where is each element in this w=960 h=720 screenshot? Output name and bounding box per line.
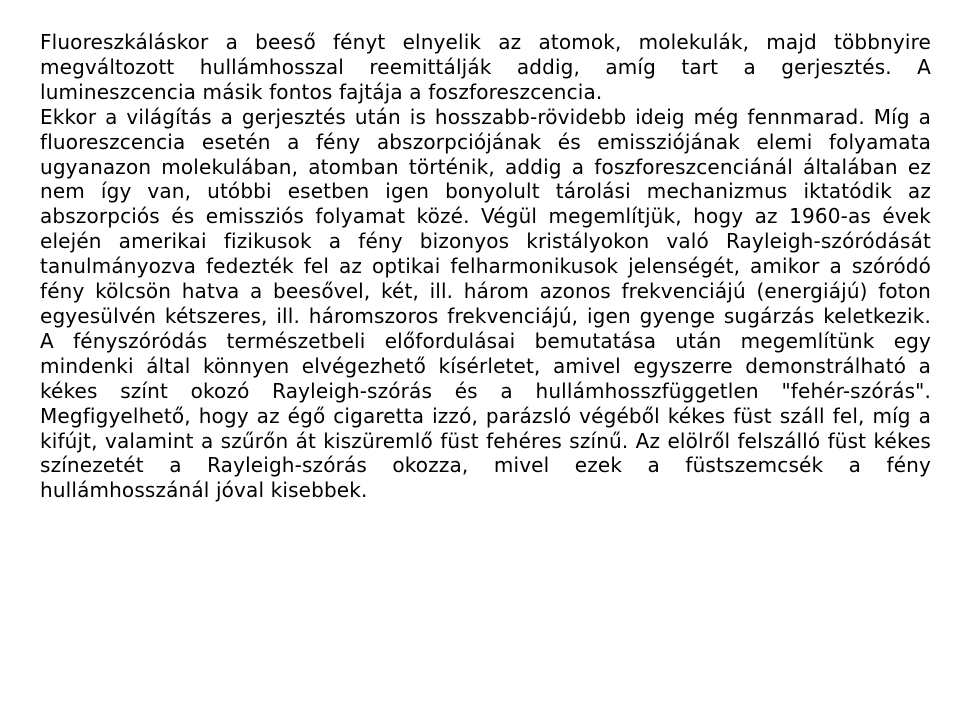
- document-page: [40, 30, 931, 503]
- paragraph-fluorescence: Fluoreszkáláskor a beeső fényt elnyelik az atomok, molekulák, majd többnyire megváltozott hullámhosszal reemittálják addig, amíg tart a gerjesztés. A lumineszcencia másik fontos fajtája a foszforeszcencia.: [40, 30, 931, 104]
- paragraph-phosphorescence: Ekkor a világítás a gerjesztés után is hosszabb-rövidebb ideig még fennmarad. Míg a fluoreszcencia esetén a fény abszorpciójának és emissziójának elemi folyamata ugyanazon molekulában, atomban történik, addig a foszforeszcenciánál általában ez nem így van, utóbbi esetben igen bonyolult tárolási mechanizmus iktatódik az abszorpciós és emissziós folyamat közé. Végül megemlítjük, hogy az 1960-as évek elején amerikai fizikusok a fény bizonyos kristályokon való Rayleigh-szóródását tanulmányozva fedezték fel az optikai felharmonikusok jelenségét, amikor a szóródó fény kölcsön hatva a beesővel, két, ill. három azonos frekvenciájú (energiájú) foton egyesülvén kétszeres, ill. háromszoros frekvenciájú, igen gyenge sugárzás keletkezik. A fényszóródás természetbeli előfordulásai bemutatása után megemlítünk egy mindenki által könnyen elvégezhető kísérletet, amivel egyszerre demonstrálható a kékes színt okozó Rayleigh-szórás és a hullámhosszfüggetlen "fehér-szórás". Megfigyelhető, hogy az égő cigaretta izzó, parázsló végéből kékes füst száll fel, míg a kifújt, valamint a szűrőn át kiszüremlő füst fehéres színű. Az elölről felszálló füst kékes színezetét a Rayleigh-szórás okozza, mivel ezek a füstszemcsék a fény hullámhosszánál jóval kisebbek.: [40, 104, 931, 503]
